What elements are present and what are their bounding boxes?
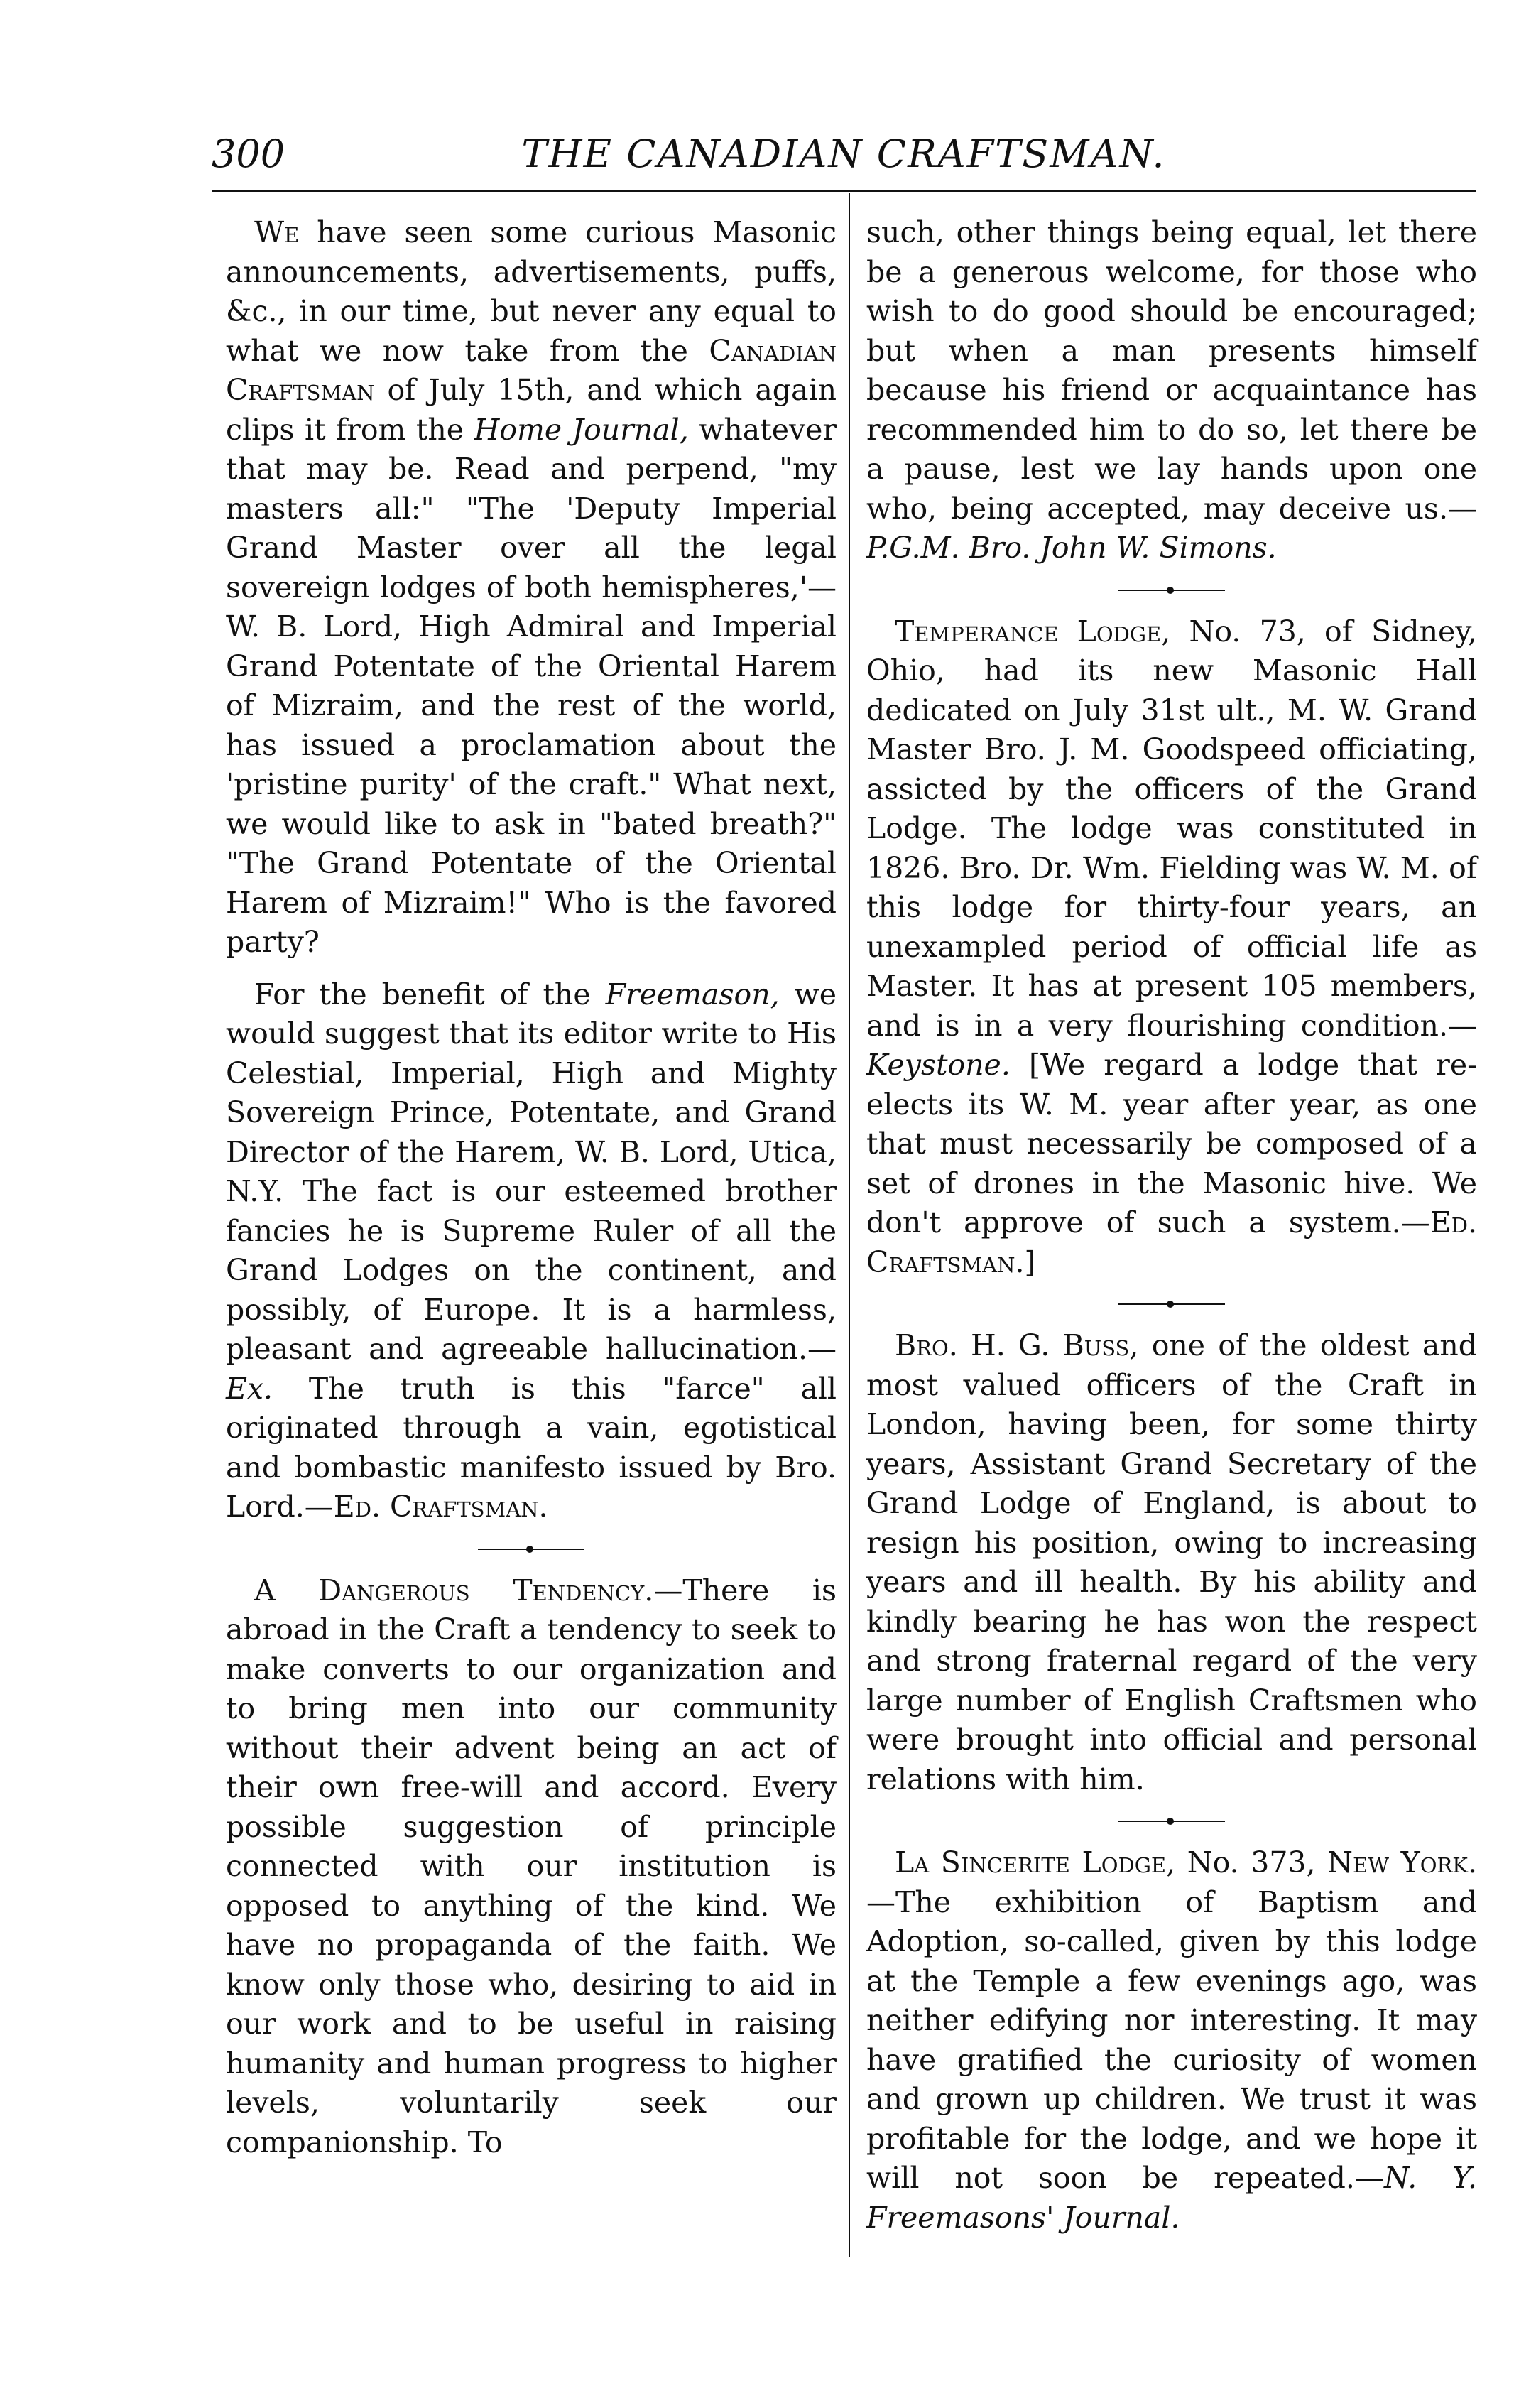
source-name: Freemason, — [605, 977, 780, 1012]
article-text: such, other things being equal, let there be a generous welcome, for those who wish to do good should be encouraged; but when a man presents himself because his friend or acquaintance has recommended him to do so, let there be a pause, lest we lay hands upon one who, being accepted, may deceive us.— — [866, 215, 1477, 526]
source-name: Keystone. — [866, 1048, 1011, 1082]
article-text: have seen some curious Masonic announcements, advertisements, puffs, &c., in our time, but never any equal to what we now take from the — [226, 215, 837, 368]
article-title: A Dangerous Tendency. — [254, 1573, 654, 1607]
article-text: of July 15th, and which again clips it from the — [226, 373, 837, 447]
article-text: one of the oldest and most valued officers of the Craft in London, having been, for some thirty years, Assistant Grand Secretary of the Grand Lodge of England, is about to resign his position, owing to increasing years and ill health. By his ability and kindly bearing he has won the respect and strong fraternal regard of the very large number of English Craftsmen who were brought into official and personal relations with him. — [866, 1328, 1477, 1796]
place-name: New York. — [1327, 1845, 1478, 1880]
article-title: Bro. H. G. Buss, — [895, 1328, 1139, 1362]
article-curious-announcements — [226, 213, 837, 962]
section-separator — [478, 1549, 584, 1550]
section-separator — [1118, 590, 1225, 591]
page-number: 300 — [212, 131, 285, 176]
page-header — [212, 131, 1476, 185]
article-text: ] — [1024, 1244, 1036, 1279]
editor-signature: Ed. Craftsman. — [866, 1205, 1477, 1279]
editor-signature: Ed. Craftsman. — [333, 1490, 548, 1524]
left-column — [226, 213, 837, 2162]
source-name: P.G.M. Bro. John W. Simons. — [866, 531, 1277, 565]
article-freemason-editor — [226, 975, 837, 1527]
article-text: No. 73, of Sidney, Ohio, had its new Masonic Hall dedicated on July 31st ult., M. W. Grand Master Bro. J. M. Goodspeed officiating, assicted by the officers of the Grand Lodge. The lodge was constituted in 1826. Bro. Dr. Wm. Fielding was W. M. of this lodge for thirty-four years, an unexampled period of official life as Master. It has at present 105 members, and is in a very flourishing condition.— — [866, 614, 1477, 1043]
article-text: —The exhibition of Baptism and Adoption, so-called, given by this lodge at the Temple a few evenings ago, was neither edifying nor interesting. It may have gratified the curiosity of women and grown up children. We trust it was profitable for the lodge, and we hope it will not soon be repeated.— — [866, 1884, 1477, 2195]
article-bro-buss — [866, 1326, 1477, 1799]
article-title: Temperance Lodge, — [895, 614, 1171, 649]
lead-word: We — [254, 215, 300, 249]
article-text: The truth is this "farce" all originated through a vain, egotistical and bombastic manifesto issued by Bro. Lord.— — [226, 1371, 837, 1524]
journal-title: THE CANADIAN CRAFTSMAN. — [521, 131, 1166, 176]
article-text: For the benefit of the — [254, 977, 606, 1012]
article-temperance-lodge — [866, 612, 1477, 1283]
article-dangerous-tendency — [226, 1571, 837, 2163]
article-text: No. 373, — [1175, 1845, 1328, 1880]
article-text: we would suggest that its editor write to His Celestial, Imperial, High and Mighty Sovereign Prince, Potentate, and Grand Director of the Harem, W. B. Lord, Utica, N.Y. The fact is our esteemed brother fancies he is Supreme Ruler of all the Grand Lodges on the continent, and possibly, of Europe. It is a harmless, pleasant and agreeable hallucination.— — [226, 977, 837, 1366]
column-divider — [849, 193, 850, 2257]
article-text: [We regard a lodge that re-elects its W. M. year after year, as one that must necessarily be composed of a set of drones in the Masonic hive. We don't approve of such a system.— — [866, 1048, 1477, 1240]
source-name: Canadian Craftsman — [226, 333, 837, 407]
right-column — [866, 213, 1477, 2238]
article-text: whatever that may be. Read and perpend, "my masters all:" "The 'Deputy Imperial Grand Master over all the legal sovereign lodges of both hemispheres,'—W. B. Lord, High Admiral and Imperial Grand Potentate of the Oriental Harem of Mizraim, and the rest of the world, has issued a proclamation about the 'pristine purity' of the craft." What next, we would like to ask in "bated breath?" "The Grand Potentate of the Oriental Harem of Mizraim!" Who is the favored party? — [226, 412, 837, 959]
article-continuation — [866, 213, 1477, 568]
header-rule — [212, 190, 1476, 192]
section-separator — [1118, 1821, 1225, 1822]
source-abbrev: Ex. — [226, 1371, 273, 1406]
article-title: La Sincerite Lodge, — [895, 1845, 1176, 1880]
section-separator — [1118, 1303, 1225, 1305]
source-name: Home Journal, — [474, 412, 689, 447]
article-la-sincerite-lodge — [866, 1843, 1477, 2238]
article-text: —There is abroad in the Craft a tendency to seek to make converts to our organization and to bring men into our community without their advent being an act of their own free-will and accord. Every possible suggestion of principle connected with our institution is opposed to anything of the kind. We have no propaganda of the faith. We know only those who, desiring to aid in our work and to be useful in raising humanity and human progress to higher levels, voluntarily seek our companionship. To — [226, 1573, 837, 2159]
source-name: N. Y. Freemasons' Journal. — [866, 2161, 1477, 2235]
